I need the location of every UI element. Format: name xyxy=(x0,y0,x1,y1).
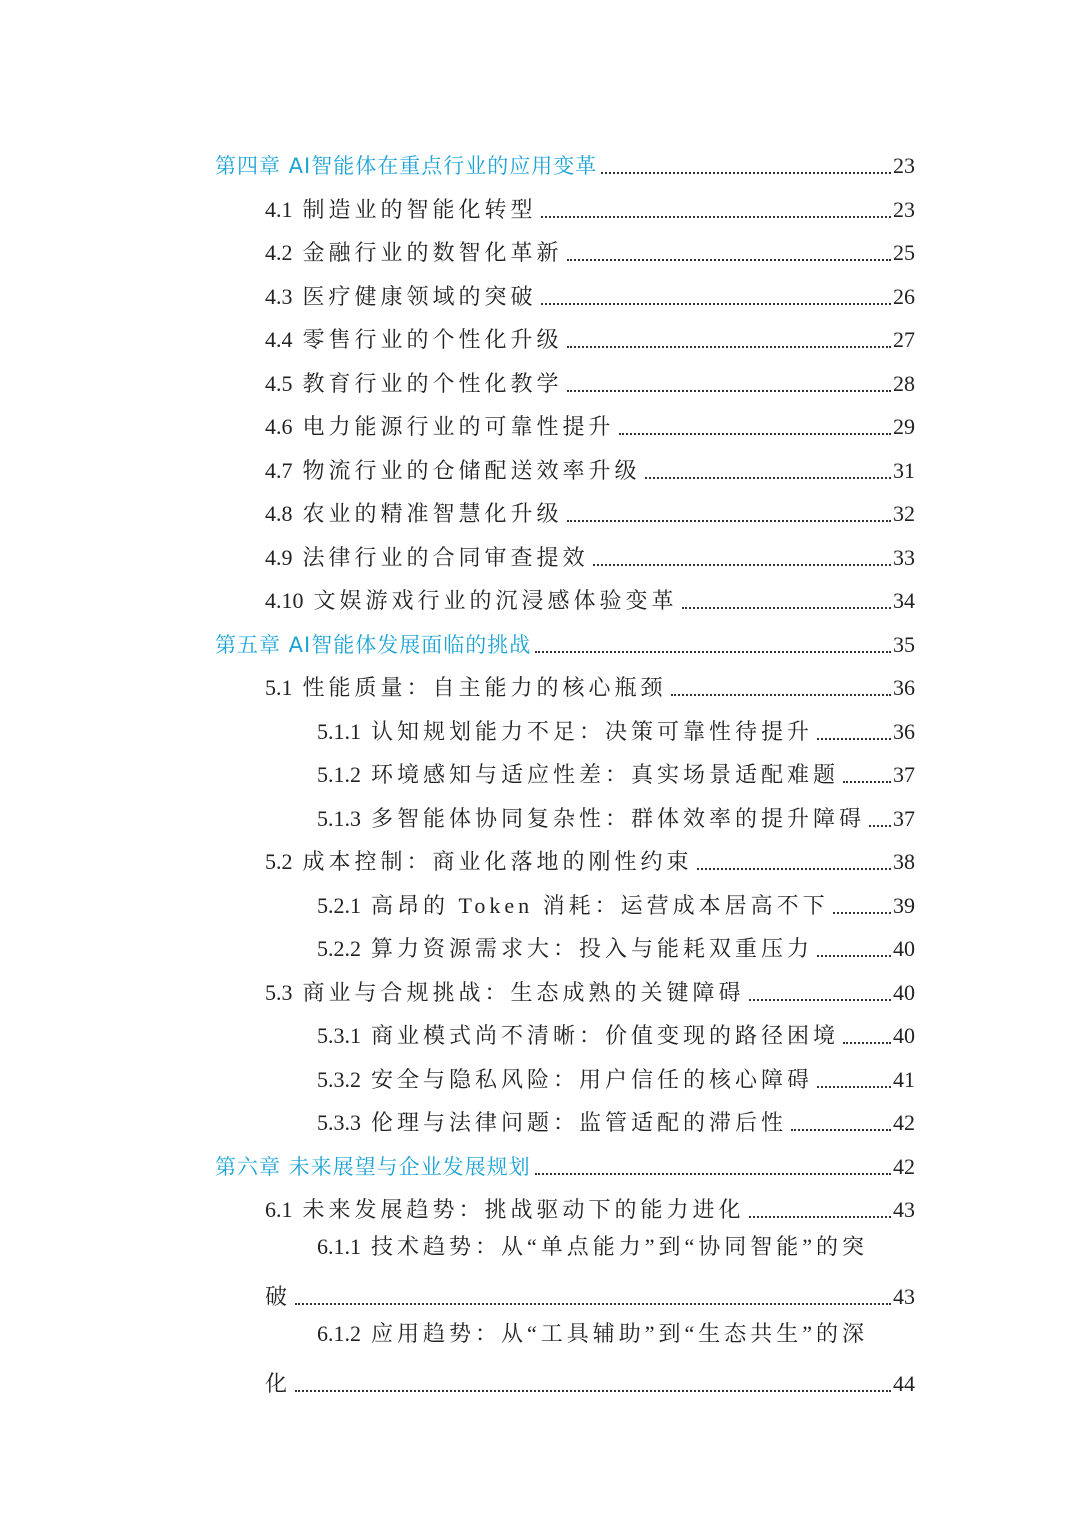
toc-page-number: 37 xyxy=(893,762,915,787)
toc-entry-5-3-3[interactable] xyxy=(317,1093,915,1137)
toc-page-number: 37 xyxy=(893,806,915,831)
toc-entry-4-6[interactable] xyxy=(265,397,915,441)
toc-number: 5.1 xyxy=(265,675,293,700)
toc-entry-5-1-3[interactable] xyxy=(317,789,915,833)
toc-page-number: 29 xyxy=(893,414,915,439)
dot-leader xyxy=(593,554,891,566)
toc-label: 法律行业的合同审查提效 xyxy=(302,545,589,570)
toc-page-number: 42 xyxy=(893,1110,915,1135)
toc-page-number: 36 xyxy=(893,719,915,744)
toc-page-number: 40 xyxy=(893,980,915,1005)
toc-chapter-4[interactable] xyxy=(215,136,915,180)
toc-number: 5.2.2 xyxy=(317,936,361,961)
toc-label-continued: 化 xyxy=(265,1371,292,1396)
dot-leader xyxy=(817,945,891,957)
toc-number: 4.7 xyxy=(265,458,293,483)
toc-entry-4-4[interactable] xyxy=(265,310,915,354)
dot-leader xyxy=(697,858,891,870)
toc-number: 4.1 xyxy=(265,197,293,222)
toc-page-number: 44 xyxy=(893,1371,915,1396)
toc-entry-5-1-2[interactable] xyxy=(317,745,915,789)
toc-label: 应用趋势：从“工具辅助”到“生态共生”的深 xyxy=(371,1321,869,1346)
toc-entry-5-2[interactable] xyxy=(265,832,915,876)
toc-entry-5-1-1[interactable] xyxy=(317,702,915,746)
dot-leader xyxy=(817,728,891,740)
toc-number: 4.5 xyxy=(265,371,293,396)
dot-leader xyxy=(295,1293,891,1305)
toc-label: 商业与合规挑战：生态成熟的关键障碍 xyxy=(302,980,745,1005)
toc-chapter-6[interactable] xyxy=(215,1137,915,1181)
dot-leader xyxy=(619,423,891,435)
toc-entry-5-2-2[interactable] xyxy=(317,919,915,963)
toc-label: 成本控制：商业化落地的刚性约束 xyxy=(302,849,693,874)
toc-label: 未来发展趋势：挑战驱动下的能力进化 xyxy=(302,1197,745,1222)
dot-leader xyxy=(817,1076,891,1088)
toc-label: 电力能源行业的可靠性提升 xyxy=(302,414,615,439)
toc-label-continued: 破 xyxy=(265,1284,292,1309)
toc-entry-6-1[interactable] xyxy=(265,1180,915,1224)
toc-number: 4.9 xyxy=(265,545,293,570)
dot-leader xyxy=(541,206,891,218)
dot-leader xyxy=(843,1032,891,1044)
toc-entry-4-8[interactable] xyxy=(265,484,915,528)
toc-number: 6.1.2 xyxy=(317,1321,361,1346)
dot-leader xyxy=(541,293,891,305)
toc-label: 零售行业的个性化升级 xyxy=(302,327,563,352)
dot-leader xyxy=(791,1119,891,1131)
toc-entry-4-3[interactable] xyxy=(265,267,915,311)
toc-page-number: 42 xyxy=(893,1154,915,1179)
toc-number: 5.2 xyxy=(265,849,293,874)
toc-label: 第五章 AI智能体发展面临的挑战 xyxy=(215,633,532,657)
dot-leader xyxy=(567,336,891,348)
toc-entry-6-1-1-line1[interactable] xyxy=(317,1233,915,1261)
dot-leader xyxy=(645,467,891,479)
dot-leader xyxy=(567,380,891,392)
dot-leader xyxy=(601,162,891,174)
toc-page-number: 35 xyxy=(893,632,915,657)
toc-number: 5.3.1 xyxy=(317,1023,361,1048)
toc-page-number: 43 xyxy=(893,1284,915,1309)
toc-label: 安全与隐私风险：用户信任的核心障碍 xyxy=(371,1067,814,1092)
toc-page-number: 33 xyxy=(893,545,915,570)
toc-page-number: 31 xyxy=(893,458,915,483)
toc-number: 4.4 xyxy=(265,327,293,352)
toc-page-number: 36 xyxy=(893,675,915,700)
dot-leader xyxy=(682,597,891,609)
toc-entry-5-3-1[interactable] xyxy=(317,1006,915,1050)
toc-label: 性能质量：自主能力的核心瓶颈 xyxy=(302,675,667,700)
toc-page-number: 40 xyxy=(893,1023,915,1048)
toc-page-number: 40 xyxy=(893,936,915,961)
toc-number: 4.2 xyxy=(265,240,293,265)
toc-label: 商业模式尚不清晰：价值变现的路径困境 xyxy=(371,1023,840,1048)
toc-label: 教育行业的个性化教学 xyxy=(302,371,563,396)
toc-number: 4.10 xyxy=(265,588,304,613)
dot-leader xyxy=(843,771,891,783)
toc-entry-4-2[interactable] xyxy=(265,223,915,267)
toc-number: 6.1 xyxy=(265,1197,293,1222)
toc-entry-5-3[interactable] xyxy=(265,963,915,1007)
toc-page-number: 25 xyxy=(893,240,915,265)
toc-label: 制造业的智能化转型 xyxy=(302,197,537,222)
toc-label: 文娱游戏行业的沉浸感体验变革 xyxy=(313,588,678,613)
dot-leader xyxy=(567,249,891,261)
toc-entry-5-3-2[interactable] xyxy=(317,1050,915,1094)
toc-page-number: 39 xyxy=(893,893,915,918)
dot-leader xyxy=(535,1163,891,1175)
dot-leader xyxy=(671,684,891,696)
toc-label: 技术趋势：从“单点能力”到“协同智能”的突 xyxy=(371,1234,869,1259)
toc-number: 5.1.3 xyxy=(317,806,361,831)
toc-number: 6.1.1 xyxy=(317,1234,361,1259)
toc-entry-6-1-2-line2[interactable] xyxy=(265,1354,915,1398)
toc-page-number: 26 xyxy=(893,284,915,309)
toc-number: 5.3.2 xyxy=(317,1067,361,1092)
toc-page-number: 27 xyxy=(893,327,915,352)
toc-number: 4.8 xyxy=(265,501,293,526)
dot-leader xyxy=(833,902,891,914)
toc-entry-6-1-2-line1[interactable] xyxy=(317,1320,915,1348)
toc-label: 认知规划能力不足：决策可靠性待提升 xyxy=(371,719,814,744)
toc-entry-5-2-1[interactable] xyxy=(317,876,915,920)
toc-page-number: 34 xyxy=(893,588,915,613)
toc-entry-4-1[interactable] xyxy=(265,180,915,224)
toc-page-number: 23 xyxy=(893,197,915,222)
toc-entry-4-5[interactable] xyxy=(265,354,915,398)
toc-label: 医疗健康领域的突破 xyxy=(302,284,537,309)
toc-number: 5.3.3 xyxy=(317,1110,361,1135)
toc-number: 5.2.1 xyxy=(317,893,361,918)
toc-entry-4-9[interactable] xyxy=(265,528,915,572)
toc-label: 环境感知与适应性差：真实场景适配难题 xyxy=(371,762,840,787)
dot-leader xyxy=(535,641,891,653)
toc-page-number: 38 xyxy=(893,849,915,874)
dot-leader xyxy=(749,989,891,1001)
toc-label: 高昂的 Token 消耗：运营成本居高不下 xyxy=(371,893,829,918)
toc-label: 多智能体协同复杂性：群体效率的提升障碍 xyxy=(371,806,866,831)
toc-label: 算力资源需求大：投入与能耗双重压力 xyxy=(371,936,814,961)
toc-label: 第六章 未来展望与企业发展规划 xyxy=(215,1155,531,1179)
toc-entry-4-7[interactable] xyxy=(265,441,915,485)
toc-entry-6-1-1-line2[interactable] xyxy=(265,1267,915,1311)
toc-page-number: 32 xyxy=(893,501,915,526)
toc-page-number: 23 xyxy=(893,153,915,178)
toc-entry-5-1[interactable] xyxy=(265,658,915,702)
toc-label: 农业的精准智慧化升级 xyxy=(302,501,563,526)
toc-entry-4-10[interactable] xyxy=(265,571,915,615)
toc-page-number: 41 xyxy=(893,1067,915,1092)
toc-label: 伦理与法律问题：监管适配的滞后性 xyxy=(371,1110,788,1135)
toc-label: 金融行业的数智化革新 xyxy=(302,240,563,265)
toc-number: 5.1.2 xyxy=(317,762,361,787)
toc-label: 第四章 AI智能体在重点行业的应用变革 xyxy=(215,154,598,178)
dot-leader xyxy=(567,510,891,522)
toc-number: 4.6 xyxy=(265,414,293,439)
toc-page-number: 43 xyxy=(893,1197,915,1222)
toc-number: 5.1.1 xyxy=(317,719,361,744)
toc-number: 4.3 xyxy=(265,284,293,309)
toc-page-number: 28 xyxy=(893,371,915,396)
toc-number: 5.3 xyxy=(265,980,293,1005)
toc-label: 物流行业的仓储配送效率升级 xyxy=(302,458,641,483)
dot-leader xyxy=(295,1380,891,1392)
toc-chapter-5[interactable] xyxy=(215,615,915,659)
dot-leader xyxy=(869,815,891,827)
dot-leader xyxy=(749,1206,891,1218)
